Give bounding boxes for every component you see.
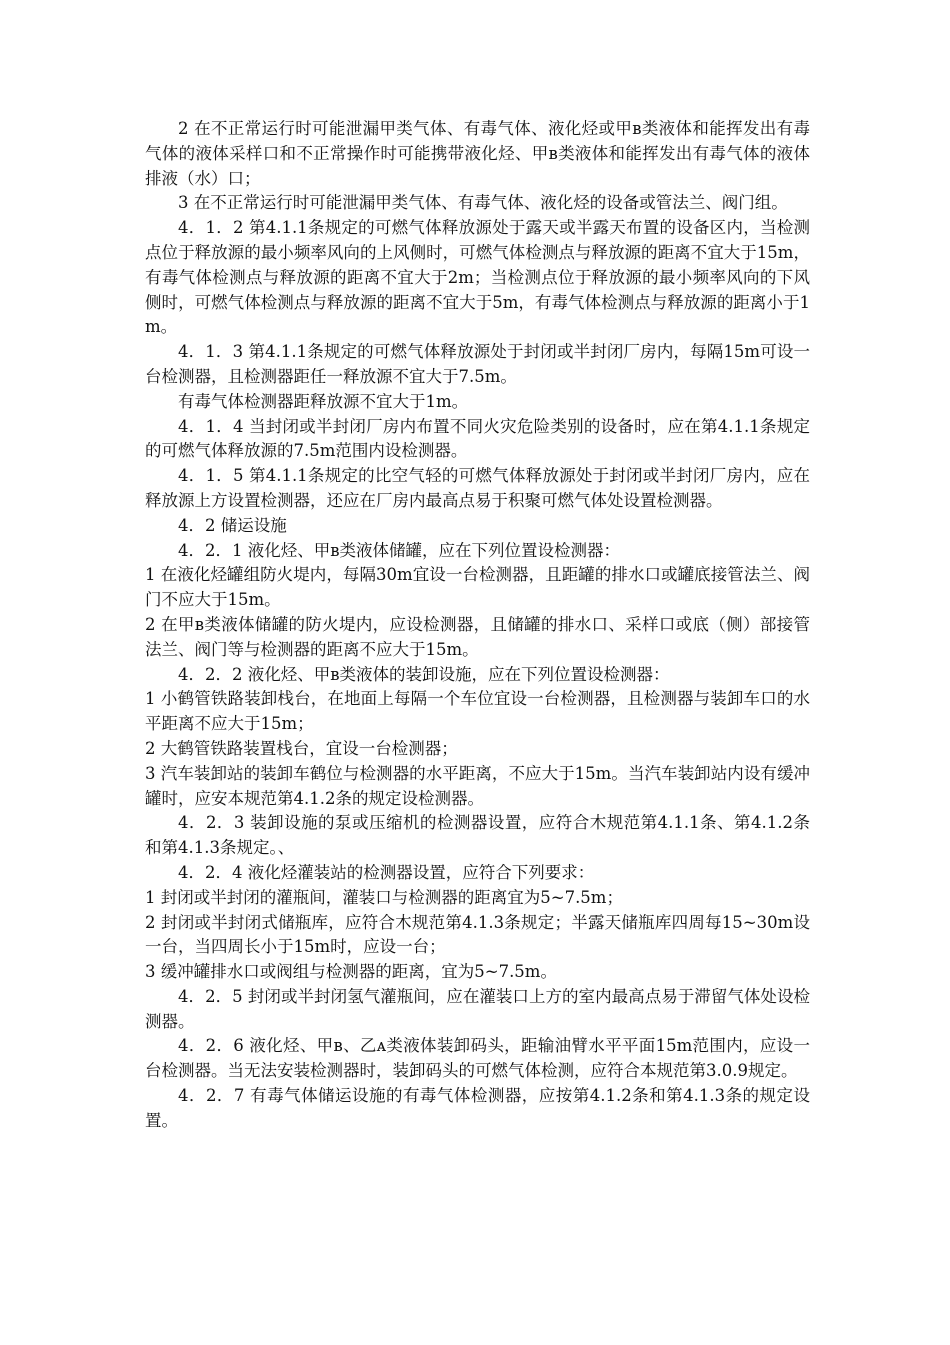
section-heading: 4．2 储运设施 [178, 515, 287, 535]
list-item: 1 小鹤管铁路装卸栈台，在地面上每隔一个车位宜设一台检测器，且检测器与装卸车口的水平距离不应大于15m； [145, 689, 810, 734]
paragraph: 4．2．7 有毒气体储运设施的有毒气体检测器，应按第4.1.2条和第4.1.3条的规定设置。 [145, 1086, 810, 1130]
paragraph: 3 在不正常运行时可能泄漏甲类气体、有毒气体、液化烃的设备或管法兰、阀门组。 [178, 193, 788, 213]
paragraph: 4．1．2 第4.1.1条规定的可燃气体释放源处于露天或半露天布置的设备区内，当检测点位于释放源的最小频率风向的上风侧时，可燃气体检测点与释放源的距离不宜大于15m，有毒气体检测点与释放源的距离不宜大于2m；当检测点位于释放源的最小频率风向的下风侧时，可燃气体检测点与释放源的距离不宜大于5m，有毒气体检测点与释放源的距离小于1m。 [145, 218, 810, 337]
list-item: 2 大鹤管铁路装置栈台，宜设一台检测器； [145, 738, 458, 758]
list-item: 2 在甲ʙ类液体储罐的防火堤内，应设检测器，且储罐的排水口、采样口或底（侧）部接管法兰、阀门等与检测器的距离不应大于15m。 [145, 614, 810, 659]
paragraph: 4．2．2 液化烃、甲ʙ类液体的装卸设施，应在下列位置设检测器： [178, 664, 670, 684]
paragraph: 4．1．4 当封闭或半封闭厂房内布置不同火灾危险类别的设备时，应在第4.1.1条规定的可燃气体释放源的7.5m范围内设检测器。 [145, 416, 810, 461]
list-item: 2 封闭或半封闭式储瓶库，应符合木规范第4.1.3条规定；半露天储瓶库四周每15~30m设一台，当四周长小于15m时，应设一台； [145, 912, 810, 957]
list-item: 3 汽车装卸站的装卸车鹤位与检测器的水平距离，不应大于15m。当汽车装卸站内设有缓冲罐时，应安本规范第4.1.2条的规定设检测器。 [145, 763, 810, 808]
list-item: 3 缓冲罐排水口或阀组与检测器的距离，宜为5~7.5m。 [145, 962, 557, 982]
paragraph: 4．2．1 液化烃、甲ʙ类液体储罐，应在下列位置设检测器： [178, 540, 621, 560]
paragraph: 4．1．5 第4.1.1条规定的比空气轻的可燃气体释放源处于封闭或半封闭厂房内，应在释放源上方设置检测器，还应在厂房内最高点易于积聚可燃气体处设置检测器。 [145, 466, 810, 510]
paragraph: 4．2．4 液化烃灌装站的检测器设置，应符合下列要求： [178, 862, 595, 882]
paragraph: 2 在不正常运行时可能泄漏甲类气体、有毒气体、液化烃或甲ʙ类液体和能挥发出有毒气体的液体采样口和不正常操作时可能携带液化烃、甲ʙ类液体和能挥发出有毒气体的液体排液（水）口； [145, 119, 810, 188]
paragraph: 4．2．6 液化烃、甲ʙ、乙ᴀ类液体装卸码头，距输油臂水平平面15m范围内，应设一台检测器。当无法安装检测器时，装卸码头的可燃气体检测，应符合本规范第3.0.9规定。 [145, 1036, 810, 1081]
paragraph: 4．1．3 第4.1.1条规定的可燃气体释放源处于封闭或半封闭厂房内，每隔15m可设一台检测器，且检测器距任一释放源不宜大于7.5m。 [145, 342, 810, 386]
paragraph: 有毒气体检测器距释放源不宜大于1m。 [178, 391, 469, 411]
document-body [145, 117, 810, 1134]
list-item: 1 在液化烃罐组防火堤内，每隔30m宜设一台检测器，且距罐的排水口或罐底接管法兰、阀门不应大于15m。 [145, 565, 810, 610]
paragraph: 4．2．5 封闭或半封闭氢气灌瓶间，应在灌装口上方的室内最高点易于滞留气体处设检测器。 [145, 986, 810, 1031]
paragraph: 4．2．3 装卸设施的泵或压缩机的检测器设置，应符合木规范第4.1.1条、第4.1.2条和第4.1.3条规定。、 [145, 813, 810, 858]
list-item: 1 封闭或半封闭的灌瓶间，灌装口与检测器的距离宜为5~7.5m； [145, 887, 623, 907]
